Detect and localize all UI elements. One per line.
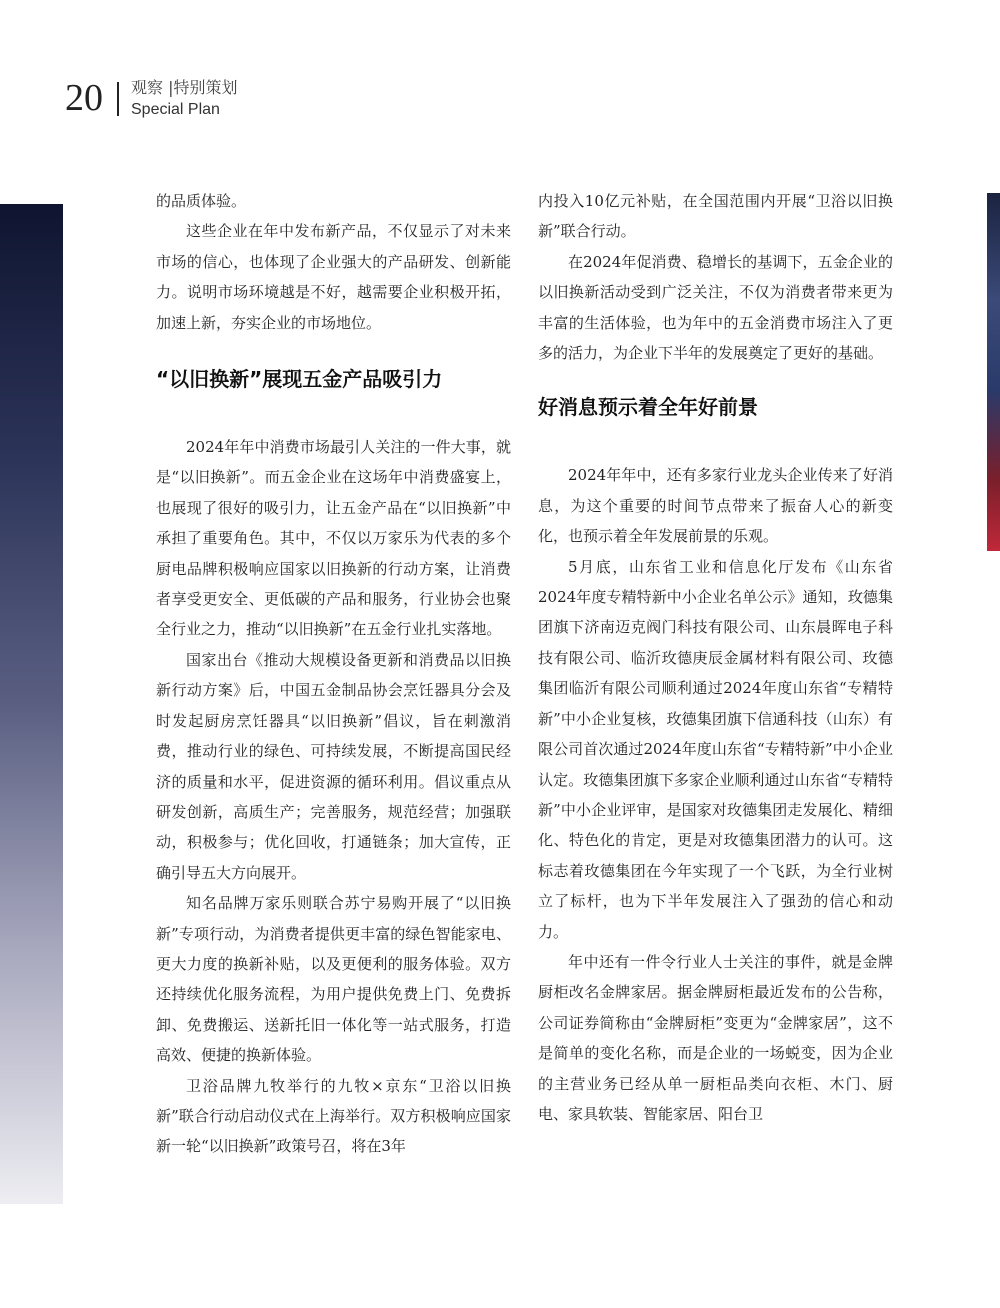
left-decorative-photo-strip xyxy=(0,204,63,1204)
section-heading: “以旧换新”展现五金产品吸引力 xyxy=(156,367,443,392)
paragraph: 5月底，山东省工业和信息化厅发布《山东省2024年度专精特新中小企业名单公示》通知，玫德集团旗下济南迈克阀门科技有限公司、山东晨晖电子科技有限公司、临沂玫德庚辰金属材料有限公司、玫德集团临沂有限公司顺利通过2024年度山东省“专精特新”中小企业复核，玫德集团旗下信通科技（山东）有限公司首次通过2024年度山东省“专精特新”中小企业认定。玫德集团旗下多家企业顺利通过山东省“专精特新”中小企业评审，是国家对玫德集团走发展化、精细化、特色化的肯定，更是对玫德集团潜力的认可。这标志着玫德集团在今年实现了一个飞跃，为全行业树立了标杆，也为下半年发展注入了强劲的信心和动力。 xyxy=(538,557,893,941)
paragraph: 的品质体验。 xyxy=(156,192,247,210)
right-column xyxy=(538,186,893,1129)
section-title-en: Special Plan xyxy=(131,101,220,118)
paragraph: 国家出台《推动大规模设备更新和消费品以旧换新行动方案》后，中国五金制品协会烹饪器具分会及时发起厨房烹饪器具“以旧换新”倡议，旨在刺激消费，推动行业的绿色、可持续发展，不断提高国民经济的质量和水平，促进资源的循环利用。倡议重点从研发创新，高质生产；完善服务，规范经营；加强联动，积极参与；优化回收，打通链条；加大宣传，正确引导五大方向展开。 xyxy=(156,650,511,882)
paragraph: 卫浴品牌九牧举行的九牧×京东“卫浴以旧换新”联合行动启动仪式在上海举行。双方积极响应国家新一轮“以旧换新”政策号召，将在3年 xyxy=(156,1076,511,1156)
right-edge-photo xyxy=(987,193,1000,551)
header-divider xyxy=(117,82,119,116)
paragraph: 2024年年中，还有多家行业龙头企业传来了好消息，为这个重要的时间节点带来了振奋人心的新变化，也预示着全年发展前景的乐观。 xyxy=(538,466,893,546)
section-heading: 好消息预示着全年好前景 xyxy=(538,395,758,420)
paragraph: 2024年年中消费市场最引人关注的一件大事，就是“以旧换新”。而五金企业在这场年中消费盛宴上，也展现了很好的吸引力，让五金产品在“以旧换新”中承担了重要角色。其中，不仅以万家乐为代表的多个厨电品牌积极响应国家以旧换新的行动方案，让消费者享受更安全、更低碳的产品和服务，行业协会也聚全行业之力，推动“以旧换新”在五金行业扎实落地。 xyxy=(156,438,511,639)
left-column xyxy=(156,186,511,1162)
section-title-cn: 观察 |特别策划 xyxy=(131,78,238,97)
paragraph: 这些企业在年中发布新产品，不仅显示了对未来市场的信心，也体现了企业强大的产品研发、创新能力。说明市场环境越是不好，越需要企业积极开拓，加速上新，夯实企业的市场地位。 xyxy=(156,222,511,332)
paragraph: 年中还有一件令行业人士关注的事件，就是金牌厨柜改名金牌家居。据金牌厨柜最近发布的公告称，公司证券简称由“金牌厨柜”变更为“金牌家居”，这不是简单的变化名称，而是企业的一场蜕变，因为企业的主营业务已经从单一厨柜品类向衣柜、木门、厨电、家具软装、智能家居、阳台卫 xyxy=(538,952,893,1123)
page-number: 20 xyxy=(65,77,103,119)
paragraph: 在2024年促消费、稳增长的基调下，五金企业的以旧换新活动受到广泛关注，不仅为消费者带来更为丰富的生活体验，也为年中的五金消费市场注入了更多的活力，为企业下半年的发展奠定了更好的基础。 xyxy=(538,252,893,363)
paragraph: 内投入10亿元补贴，在全国范围内开展“卫浴以旧换新”联合行动。 xyxy=(538,192,893,241)
paragraph: 知名品牌万家乐则联合苏宁易购开展了“以旧换新”专项行动，为消费者提供更丰富的绿色智能家电、更大力度的换新补贴，以及更便利的服务体验。双方还持续优化服务流程，为用户提供免费上门、免费拆卸、免费搬运、送新托旧一体化等一站式服务，打造高效、便捷的换新体验。 xyxy=(156,894,511,1065)
